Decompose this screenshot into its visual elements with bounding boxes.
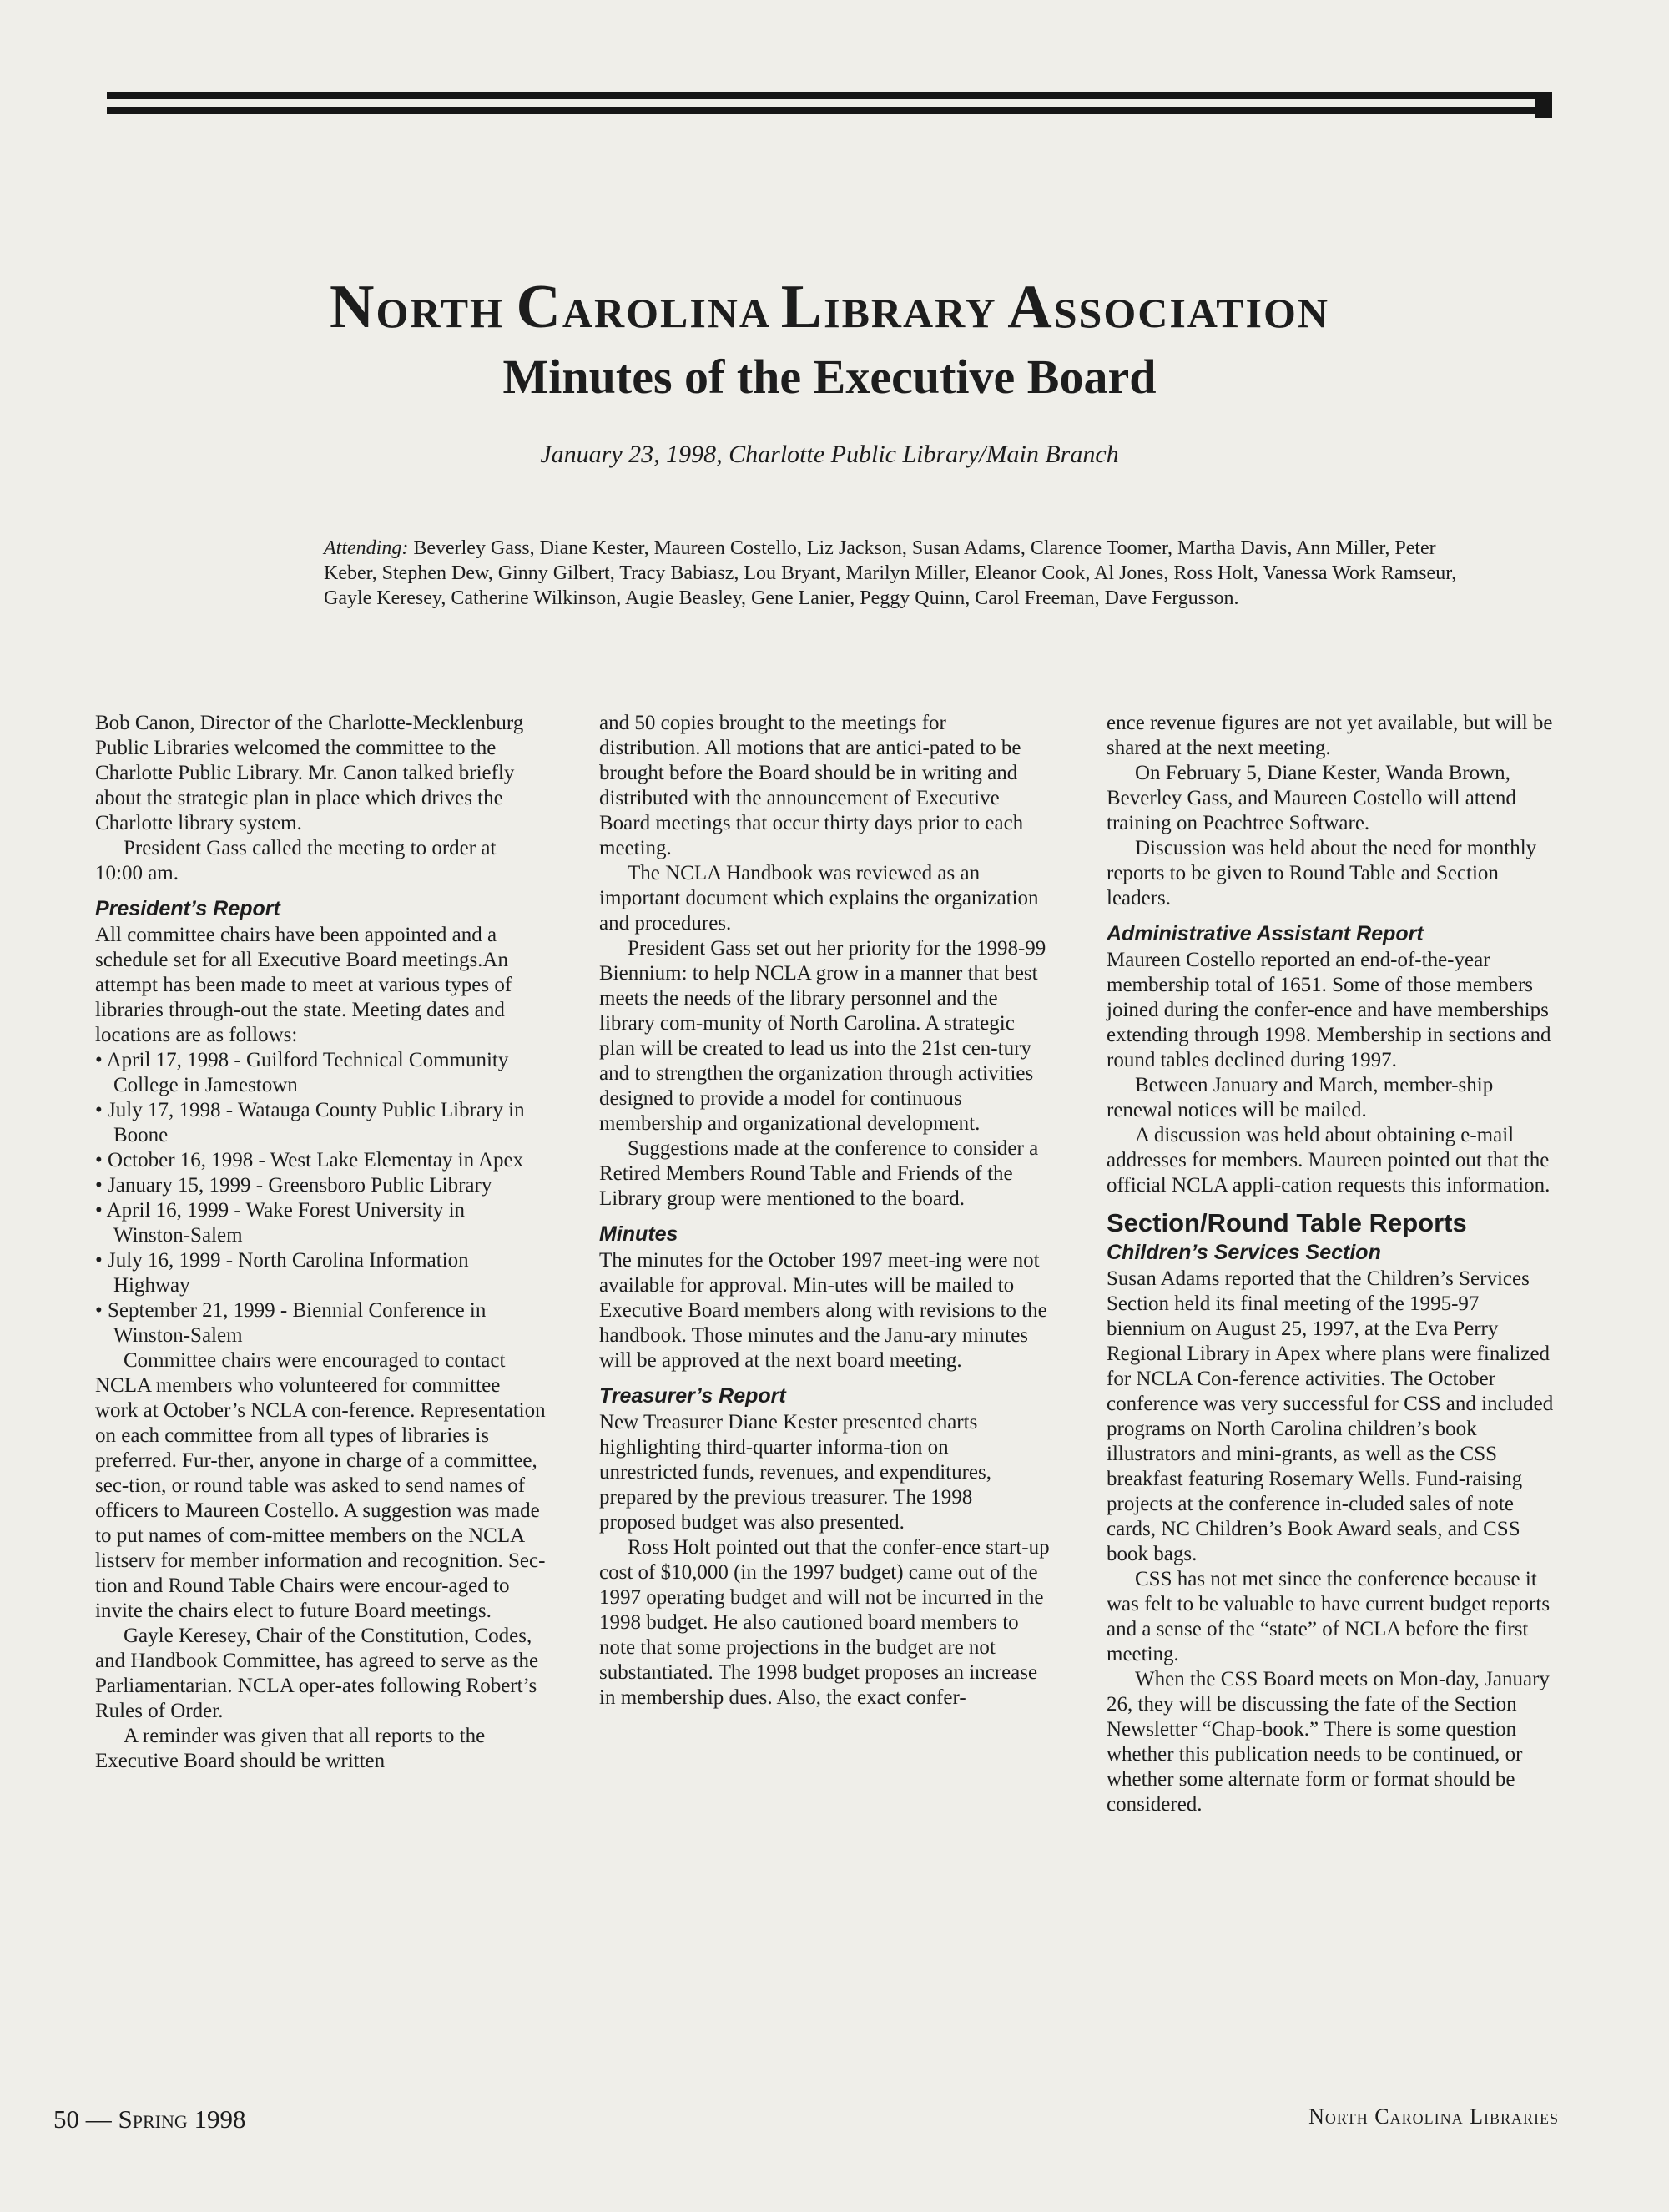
section-heading-treasurers-report: Treasurer’s Report	[599, 1384, 786, 1408]
column-3	[1107, 711, 1557, 1817]
masthead	[107, 267, 1552, 408]
issue-year: 1998	[187, 2104, 246, 2134]
paragraph: President Gass called the meeting to order at 10:00 am.	[95, 837, 497, 884]
paragraph: Committee chairs were encouraged to contact NCLA members who volunteered for committee work at October’s NCLA con-ference. Representation on each committee from all types of libraries is preferred. Fur-ther, anyone in charge of a committee, sec-tion, or round table was asked to send names of officers to Maureen Costello. A suggestion was made to put names of com-mittee members on the NCLA listserv for member information and recognition. Sec-tion and Round Table Chairs were encour-aged to invite the chairs elect to future Board meetings.	[95, 1349, 546, 1622]
section-heading-minutes: Minutes	[599, 1222, 678, 1246]
paragraph: The minutes for the October 1997 meet-ing were not available for approval. Min-utes will be mailed to Executive Board members along with revisions to the handbook. Those minutes and the Janu-ary minutes will be approved at the next board meeting.	[599, 1249, 1047, 1372]
paragraph: On February 5, Diane Kester, Wanda Brown, Beverley Gass, and Maureen Costello will attend training on Peachtree Software.	[1107, 762, 1516, 834]
paragraph: Maureen Costello reported an end-of-the-year membership total of 1651. Some of those members joined during the confer-ence and have memberships extending through 1998. Membership in sections and round tables declined during 1997.	[1107, 949, 1551, 1071]
list-item: • July 16, 1999 - North Carolina Information Highway	[95, 1248, 546, 1298]
paragraph: and 50 copies brought to the meetings for distribution. All motions that are antici-pated to be brought before the Board should be in writing and distributed with the announcement of Executive Board meetings that occur thirty days prior to each meeting.	[599, 712, 1024, 859]
paragraph: New Treasurer Diane Kester presented charts highlighting third-quarter informa-tion on unrestricted funds, revenues, and expenditures, prepared by the previous treasurer. The 1998 proposed budget was also presented.	[599, 1411, 991, 1534]
section-heading-presidents-report: President’s Report	[95, 897, 280, 920]
paragraph: Ross Holt pointed out that the confer-ence start-up cost of $10,000 (in the 1997 budget) came out of the 1997 operating budget and will not be incurred in the 1998 budget. He also cautioned board members to note that some projections in the budget are not substantiated. The 1998 budget proposes an increase in membership dues. Also, the exact confer-	[599, 1536, 1050, 1709]
meeting-date-location: January 23, 1998, Charlotte Public Library/Main Branch	[540, 441, 1119, 468]
list-item: • September 21, 1999 - Biennial Conference in Winston-Salem	[95, 1298, 546, 1348]
page-number: 50	[53, 2104, 79, 2134]
paragraph: Bob Canon, Director of the Charlotte-Mecklenburg Public Libraries welcomed the committee to the Charlotte Public Library. Mr. Canon talked briefly about the strategic plan in place which drives the Charlotte library system.	[95, 712, 524, 834]
paragraph: President Gass set out her priority for the 1998-99 Biennium: to help NCLA grow in a manner that best meets the needs of the library personnel and the library com-munity of North Carolina. A strategic plan will be created to lead us into the 21st cen-tury and to strengthen the organization through activities designed to provide a model for continuous membership and organizational development.	[599, 937, 1046, 1135]
paragraph: Gayle Keresey, Chair of the Constitution, Codes, and Handbook Committee, has agreed to serve as the Parliamentarian. NCLA oper-ates following Robert’s Rules of Order.	[95, 1625, 539, 1722]
paragraph: Between January and March, member-ship renewal notices will be mailed.	[1107, 1074, 1494, 1121]
paragraph: All committee chairs have been appointed and a schedule set for all Executive Board meetings.An attempt has been made to meet at various types of libraries through-out the state. Meeting dates and locations are as follows:	[95, 924, 512, 1046]
article-title: NORTH CAROLINA LIBRARY ASSOCIATION	[330, 273, 1329, 341]
attending-label: Attending:	[324, 537, 409, 559]
article-subtitle: Minutes of the Executive Board	[502, 350, 1157, 405]
section-heading-childrens-services: Children’s Services Section	[1107, 1241, 1381, 1264]
paragraph: Susan Adams reported that the Children’s Services Section held its final meeting of the 1995-97 biennium on August 25, 1997, at the Eva Perry Regional Library in Apex where plans were finalized for NCLA Con-ference activities. The October conference was very successful for CSS and included programs on North Carolina children’s book illustrators and mini-grants, as well as the CSS breakfast featuring Rosemary Wells. Fund-raising projects at the conference in-cluded sales of note cards, NC Children’s Book Award seals, and CSS book bags.	[1107, 1267, 1554, 1565]
list-item: • April 17, 1998 - Guilford Technical Community College in Jamestown	[95, 1048, 546, 1098]
paragraph: CSS has not met since the conference because it was felt to be valuable to have current budget reports and a sense of the “state” of NCLA before the first meeting.	[1107, 1568, 1551, 1665]
meeting-schedule-list	[95, 1048, 546, 1348]
header-rule-top	[107, 92, 1552, 99]
section-heading-round-table-reports: Section/Round Table Reports	[1107, 1208, 1467, 1237]
paragraph: Discussion was held about the need for monthly reports to be given to Round Table and Section leaders.	[1107, 837, 1537, 909]
paragraph: ence revenue figures are not yet available, but will be shared at the next meeting.	[1107, 712, 1553, 759]
list-item: • October 16, 1998 - West Lake Elementay in Apex	[95, 1148, 546, 1173]
column-2	[599, 711, 1050, 1711]
header-rule-bottom	[107, 107, 1552, 114]
paragraph: When the CSS Board meets on Mon-day, January 26, they will be discussing the fate of the Section Newsletter “Chap-book.” There is some question whether this publication needs to be continued, or whether some alternate form or format should be considered.	[1107, 1668, 1550, 1816]
paragraph: Suggestions made at the conference to consider a Retired Members Round Table and Friends of the Library group were mentioned to the board.	[599, 1137, 1039, 1210]
attendance-list	[324, 536, 1459, 611]
list-item: • July 17, 1998 - Watauga County Public Library in Boone	[95, 1098, 546, 1148]
list-item: • April 16, 1999 - Wake Forest University in Winston-Salem	[95, 1198, 546, 1248]
paragraph: A reminder was given that all reports to the Executive Board should be written	[95, 1725, 486, 1772]
paragraph: The NCLA Handbook was reviewed as an important document which explains the organization and procedures.	[599, 862, 1039, 935]
footer-page-info: 50 — Spring 1998	[53, 2104, 246, 2134]
footer-publication-name: North Carolina Libraries	[1308, 2104, 1559, 2129]
issue-season: Spring	[118, 2104, 188, 2134]
attending-names: Beverley Gass, Diane Kester, Maureen Costello, Liz Jackson, Susan Adams, Clarence Toomer, Martha Davis, Ann Miller, Peter Keber, Stephen Dew, Ginny Gilbert, Tracy Babiasz, Lou Bryant, Marilyn Miller, Eleanor Cook, Al Jones, Ross Holt, Vanessa Work Ramseur, Gayle Keresey, Catherine Wilkinson, Augie Beasley, Gene Lanier, Peggy Quinn, Carol Freeman, Dave Fergusson.	[324, 537, 1457, 609]
paragraph: A discussion was held about obtaining e-mail addresses for members. Maureen pointed out that the official NCLA appli-cation requests this information.	[1107, 1124, 1551, 1197]
section-heading-administrative-assistant-report: Administrative Assistant Report	[1107, 922, 1424, 945]
column-1	[95, 711, 546, 1774]
list-item: • January 15, 1999 - Greensboro Public Library	[95, 1173, 546, 1198]
header-rule-shadow	[1535, 97, 1552, 118]
